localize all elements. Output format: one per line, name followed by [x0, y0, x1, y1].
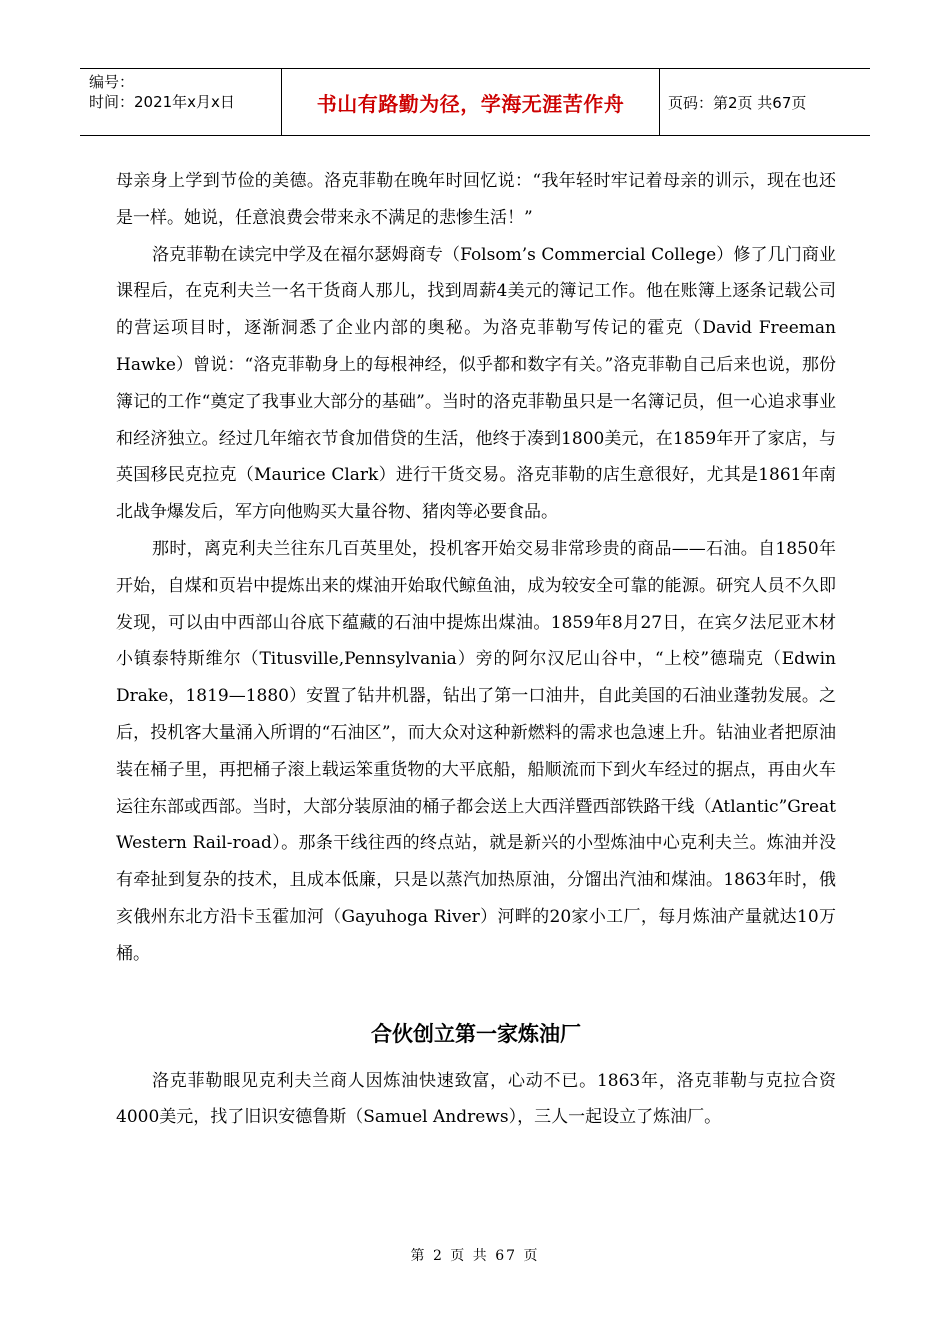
document-body	[116, 163, 836, 1136]
page-header	[80, 68, 870, 136]
page-footer: 第 2 页 共 67 页	[410, 1248, 540, 1264]
header-page-info: 页码：第2页 共67页	[668, 93, 807, 112]
title-spacer	[116, 1049, 836, 1063]
header-meta	[80, 69, 282, 135]
header-motto: 书山有路勤为径，学海无涯苦作舟	[282, 69, 660, 135]
serial-label: 编号：	[89, 73, 135, 91]
date-label: 时间：2021年x月x日	[89, 93, 235, 111]
body-paragraph-2: 洛克菲勒在读完中学及在福尔瑟姆商专（Folsom’s Commercial College）修了几门商业课程后，在克利夫兰一名干货商人那儿，找到周薪4美元的簿记工作。他在账簿上逐条记载公司的营运项目时，逐渐洞悉了企业内部的奥秘。为洛克菲勒写传记的霍克（David Freeman Hawke）曾说：“洛克菲勒身上的每根神经，似乎都和数字有关。”洛克菲勒自己后来也说，那份簿记的工作“奠定了我事业大部分的基础”。当时的洛克菲勒虽只是一名簿记员，但一心追求事业和经济独立。经过几年缩衣节食加借贷的生活，他终于凑到1800美元，在1859年开了家店，与英国移民克拉克（Maurice Clark）进行干货交易。洛克菲勒的店生意很好，尤其是1861年南北战争爆发后，军方向他购买大量谷物、猪肉等必要食品。	[116, 244, 836, 523]
body-paragraph-3: 那时，离克利夫兰往东几百英里处，投机客开始交易非常珍贵的商品——石油。自1850年开始，自煤和页岩中提炼出来的煤油开始取代鲸鱼油，成为较安全可靠的能源。研究人员不久即发现，可以由中西部山谷底下蕴藏的石油中提炼出煤油。1859年8月27日，在宾夕法尼亚木材小镇泰特斯维尔（Titusville,Pennsylvania）旁的阿尔汉尼山谷中，“上校”德瑞克（Edwin Drake，1819—1880）安置了钻井机器，钻出了第一口油井，自此美国的石油业蓬勃发展。之后，投机客大量涌入所谓的“石油区”，而大众对这种新燃料的需求也急速上升。钻油业者把原油装在桶子里，再把桶子滚上载运笨重货物的大平底船，船顺流而下到火车经过的据点，再由火车运往东部或西部。当时，大部分装原油的桶子都会送上大西洋暨西部铁路干线（Atlantic”Great Western Rail-road）。那条干线往西的终点站，就是新兴的小型炼油中心克利夫兰。炼油并没有牵扯到复杂的技术，且成本低廉，只是以蒸汽加热原油，分馏出汽油和煤油。1863年时，俄亥俄州东北方沿卡玉霍加河（Gayuhoga River）河畔的20家小工厂，每月炼油产量就达10万桶。	[116, 538, 836, 964]
body-paragraph-1: 母亲身上学到节俭的美德。洛克菲勒在晚年时回忆说：“我年轻时牢记着母亲的训示，现在也还是一样。她说，任意浪费会带来永不满足的悲惨生活！”	[116, 171, 836, 228]
section-paragraph: 洛克菲勒眼见克利夫兰商人因炼油快速致富，心动不已。1863年，洛克菲勒与克拉合资4000美元，找了旧识安德鲁斯（Samuel Andrews），三人一起设立了炼油厂。	[116, 1070, 836, 1128]
section-spacer	[116, 973, 836, 1019]
section-title: 合伙创立第一家炼油厂	[371, 1021, 581, 1046]
